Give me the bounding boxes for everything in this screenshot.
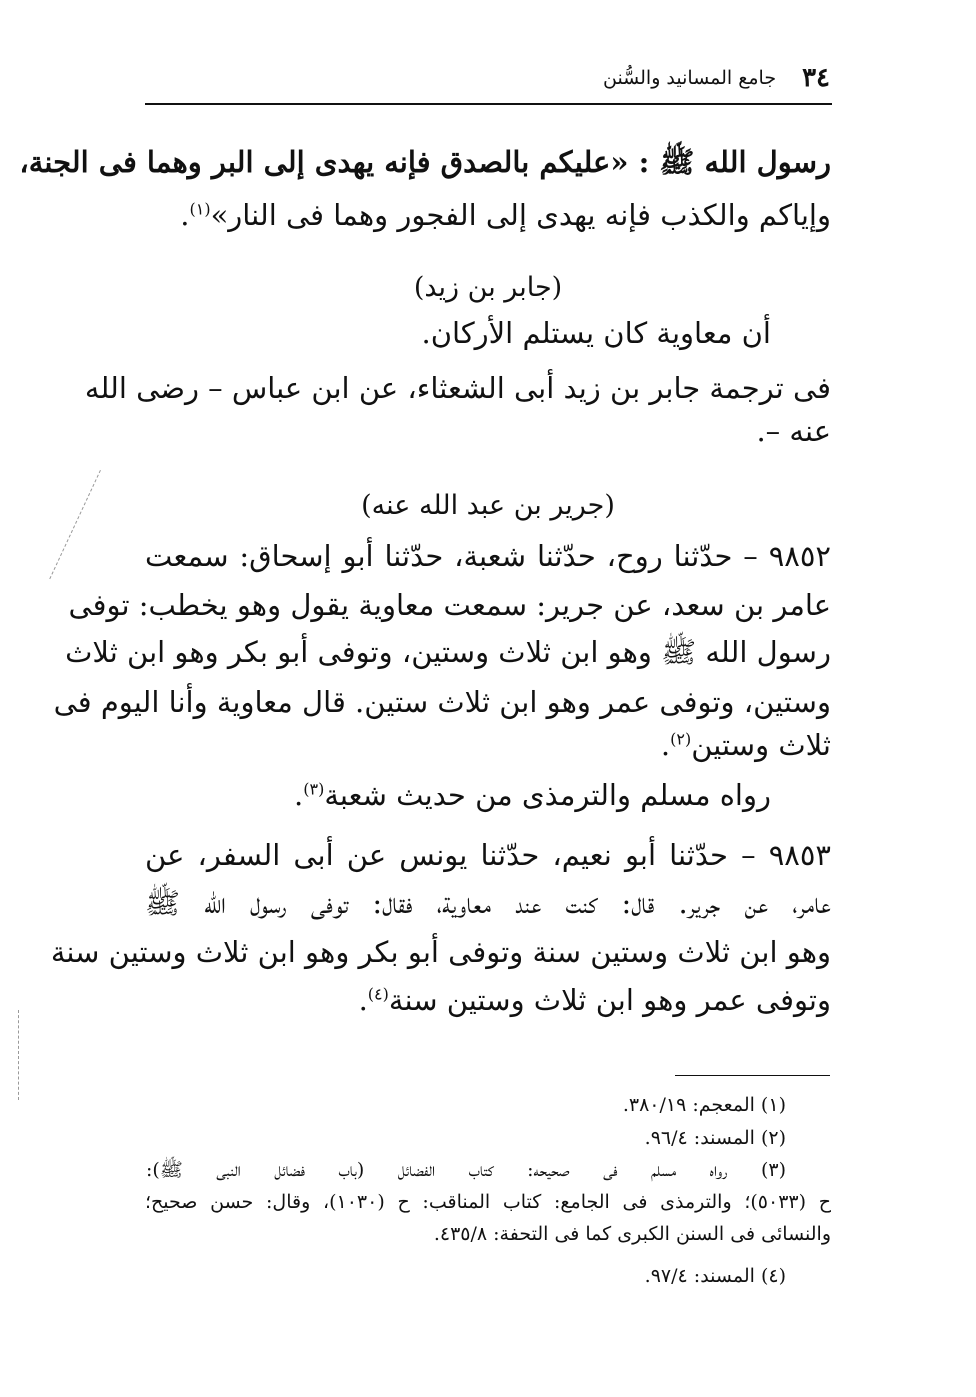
text-line: عنه –. [756,414,831,448]
text-line: أن معاوية كان يستلم الأركان. [421,316,771,350]
scan-artifact [49,470,101,579]
text-line: وستين، وتوفى عمر وهو ابن ثلاث ستين. قال معاوية وأنا اليوم فى [53,685,831,719]
text-line: رسول الله ﷺ : «عليكم بالصدق فإنه يهدى إلى البر وهما فى الجنة، [19,145,831,179]
footnote-ref: (٣) [303,779,325,799]
header-divider [145,103,832,105]
text-line: وتوفى عمر وهو ابن ثلاث وستين سنة$^{(٤)}$. [358,983,831,1017]
text-line: وهو ابن ثلاث وستين سنة وتوفى أبو بكر وهو ابن ثلاث وستين سنة [50,935,831,969]
text-line: وإياكم والكذب فإنه يهدى إلى الفجور وهما فى النار»$^{(١)}$. [180,198,831,232]
footnote-divider [675,1075,830,1076]
scan-artifact [18,1010,19,1100]
footnote-ref: (١) [189,199,211,219]
hadith-number-9853: ٩٨٥٣ – حدّثنا أبو نعيم، حدّثنا يونس عن أبى السفر، عن [145,838,831,872]
text-line [145,536,831,576]
text-line [145,835,831,875]
section-heading-jarir: (جرير بن عبد الله عنه) [361,490,615,521]
footnote-3-continued: والنسائى فى السنن الكبرى كما فى التحفة: ٤٣٥/٨. [433,1223,831,1245]
running-title: جامع المسانيد والسُّنن [602,67,777,89]
text-line: فى ترجمة جابر بن زيد أبى الشعثاء، عن ابن عباس – رضى الله [84,371,831,405]
footnote-3: (٣) رواه مسلم فى صحيحه: كتاب الفضائل (باب فضائل النبى ﷺ): [146,1159,786,1181]
footnote-3-continued: ح (٥٠٣٣)؛ والترمذى فى الجامع: كتاب المناقب: ح (١٠٣٠)، وقال: حسن صحيح؛ [145,1191,832,1213]
section-heading-jabir: (جابر بن زيد) [413,272,563,303]
footnote-1: (١) المعجم: ٣٨٠/١٩. [622,1094,786,1116]
footnote-4: (٤) المسند: ٩٧/٤. [644,1265,786,1287]
footnote-2: (٢) المسند: ٩٦/٤. [644,1127,786,1149]
page-number: ٣٤ [802,63,830,93]
text-line: عامر، عن جرير. قال: كنت عند معاوية، فقال: توفى رسول الله ﷺ [145,886,831,920]
text-line: عامر بن سعد، عن جرير: سمعت معاوية يقول وهو يخطب: توفى [68,588,831,622]
text-line: رواه مسلم والترمذى من حديث شعبة$^{(٣)}$. [294,778,771,812]
footnote-ref: (٤) [367,984,389,1004]
running-header [145,58,830,98]
hadith-number-9852: ٩٨٥٢ – حدّثنا روح، حدّثنا شعبة، حدّثنا أبو إسحاق: سمعت [145,539,831,573]
footnote-ref: (٢) [670,729,692,749]
text-line: ثلاث وستين$^{(٢)}$. [660,728,831,762]
text-line: رسول الله ﷺ وهو ابن ثلاث وستين، وتوفى أبو بكر وهو ابن ثلاث [65,635,831,669]
